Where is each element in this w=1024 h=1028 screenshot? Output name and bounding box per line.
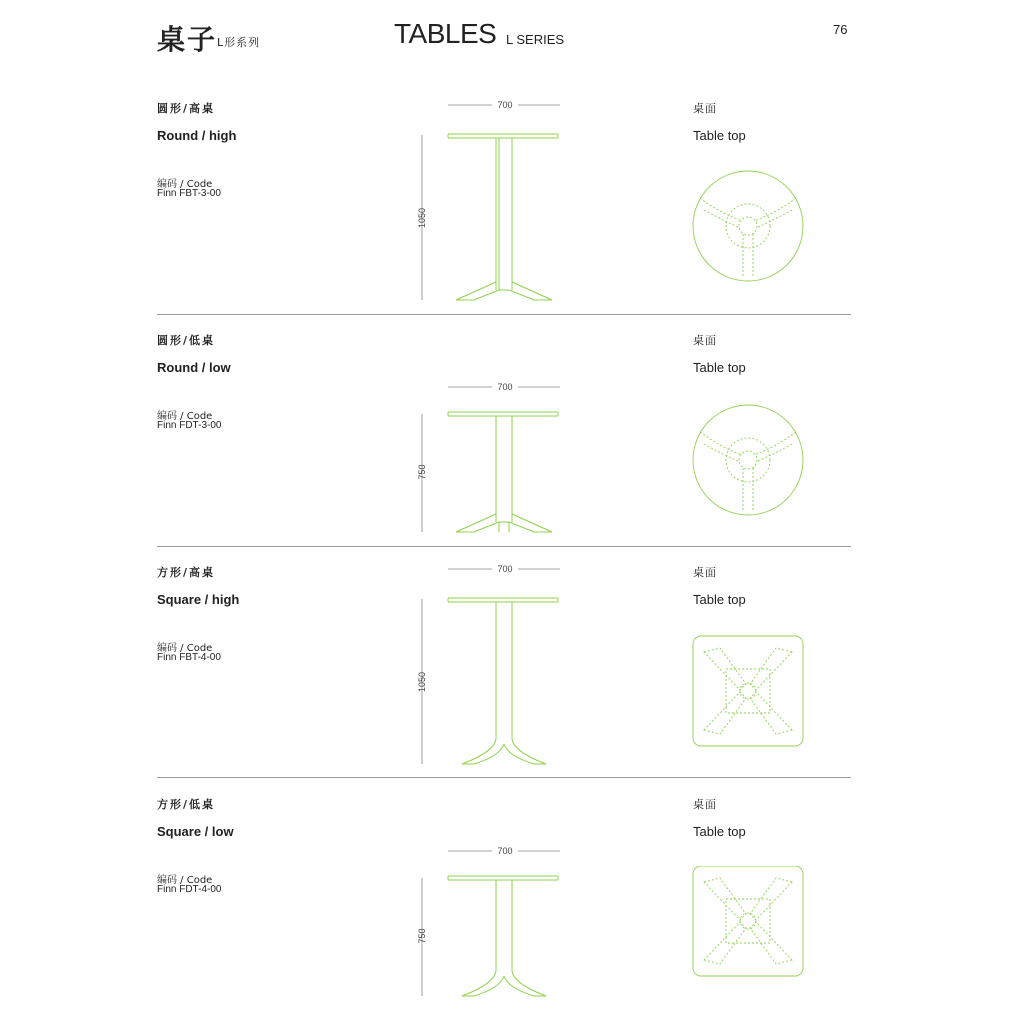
height-dimension: 1050 xyxy=(417,207,427,229)
product-section-square-low xyxy=(0,796,1024,1028)
product-name-cn: 圆形/高桌 xyxy=(157,102,216,115)
section-divider xyxy=(157,546,851,547)
table-top-label-cn: 桌面 xyxy=(693,334,717,347)
height-dimension: 750 xyxy=(417,464,427,480)
width-dimension: 700 xyxy=(497,382,513,392)
table-top-label-en: Table top xyxy=(693,360,746,375)
side-elevation-drawing xyxy=(410,100,570,305)
product-name-en: Square / low xyxy=(157,824,234,839)
page-subtitle-en: L SERIES xyxy=(506,32,565,47)
product-code: Finn FBT-4-00 xyxy=(157,652,221,663)
page-title-en: TABLES xyxy=(394,18,497,49)
product-name-cn: 方形/高桌 xyxy=(157,566,216,579)
table-top-label-en: Table top xyxy=(693,592,746,607)
table-top-plan-round xyxy=(690,168,810,288)
side-elevation-drawing xyxy=(410,382,570,537)
height-dimension: 1050 xyxy=(417,671,427,693)
product-section-round-low xyxy=(0,332,1024,564)
table-top-plan-round xyxy=(690,402,810,522)
table-top-label-cn: 桌面 xyxy=(693,102,717,115)
width-dimension: 700 xyxy=(497,100,513,110)
code-label: 编码 / Code xyxy=(157,643,213,654)
side-elevation-drawing xyxy=(410,846,570,1001)
product-code: Finn FDT-4-00 xyxy=(157,884,222,895)
table-top-label-en: Table top xyxy=(693,128,746,143)
product-section-round-high xyxy=(0,100,1024,332)
code-label: 编码 / Code xyxy=(157,411,213,422)
product-code: Finn FDT-3-00 xyxy=(157,420,222,431)
code-label: 编码 / Code xyxy=(157,875,213,886)
height-dimension: 750 xyxy=(417,928,427,944)
code-label: 编码 / Code xyxy=(157,179,213,190)
page-subtitle-cn: L形系列 xyxy=(217,36,261,49)
product-name-en: Round / low xyxy=(157,360,231,375)
product-code: Finn FBT-3-00 xyxy=(157,188,221,199)
product-name-en: Round / high xyxy=(157,128,237,143)
section-divider xyxy=(157,314,851,315)
product-name-cn: 方形/低桌 xyxy=(157,798,216,811)
side-elevation-drawing xyxy=(410,564,570,769)
table-top-plan-square xyxy=(690,866,810,986)
product-name-cn: 圆形/低桌 xyxy=(157,334,216,347)
section-divider xyxy=(157,777,851,778)
product-section-square-high xyxy=(0,564,1024,796)
page-title-cn: 桌子 xyxy=(157,23,218,56)
table-top-label-cn: 桌面 xyxy=(693,798,717,811)
table-top-plan-square xyxy=(690,634,810,754)
table-top-label-en: Table top xyxy=(693,824,746,839)
table-top-label-cn: 桌面 xyxy=(693,566,717,579)
page-number: 76 xyxy=(833,22,848,37)
width-dimension: 700 xyxy=(497,846,513,856)
product-name-en: Square / high xyxy=(157,592,240,607)
width-dimension: 700 xyxy=(497,564,513,574)
